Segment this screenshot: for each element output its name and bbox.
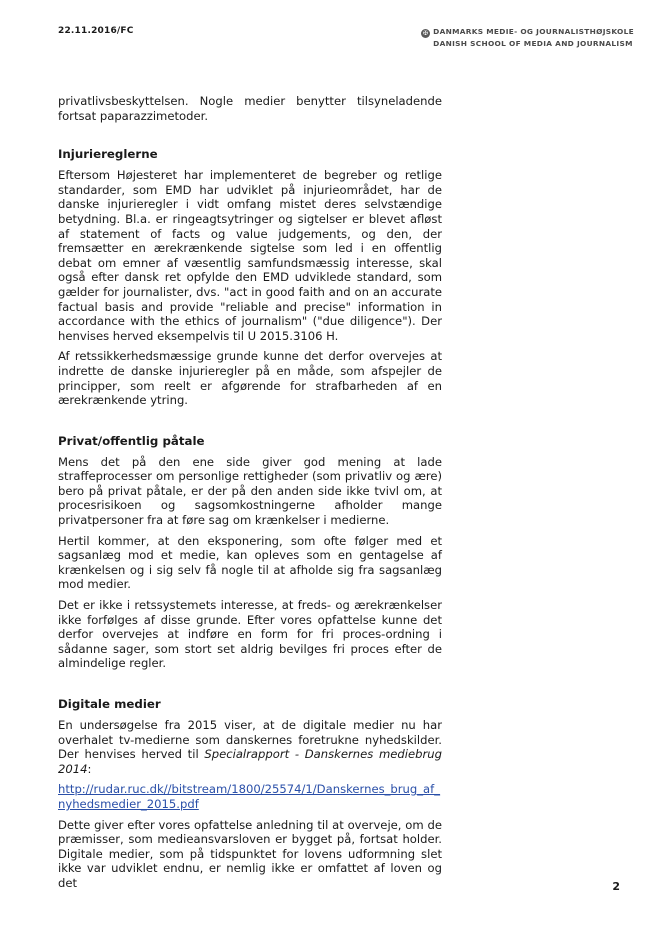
page-number: 2 bbox=[612, 880, 620, 893]
school-logo-icon: ✠ bbox=[422, 30, 429, 37]
report-link[interactable]: http://rudar.ruc.dk//bitstream/1800/25574/1/Danskernes_brug_af_nyhedsmedier_2015.pdf bbox=[58, 782, 441, 811]
brand-line-1 bbox=[421, 26, 634, 38]
section-heading-paatale: Privat/offentlig påtale bbox=[58, 433, 205, 448]
link-paragraph bbox=[58, 782, 442, 811]
section-heading-injurieregler: Injuriereglerne bbox=[58, 147, 158, 162]
section-heading-digitale-medier: Digitale medier bbox=[58, 697, 161, 711]
reference-suffix: : bbox=[87, 761, 92, 776]
paragraph: Dette giver efter vores opfattelse anledning til at overveje, om de præmisser, som medieansvarsloven er bygget på, fortsat holder. Digitale medier, som på tidspunktet for lovens udformning slet ikke var udviklet endnu, er nemlig ikke er omfattet af loven og det bbox=[58, 817, 442, 890]
brand-name-english: DANISH SCHOOL OF MEDIA AND JOURNALISM bbox=[433, 39, 633, 48]
school-brand bbox=[421, 26, 634, 50]
intro-paragraph: privatlivsbeskyttelsen. Nogle medier benytter tilsyneladende fortsat paparazzimetoder. bbox=[58, 94, 442, 123]
paragraph: Hertil kommer, at den eksponering, som ofte følger med et sagsanlæg mod et medie, kan opleves som en gentagelse af krænkelsen og i sig selv få nogle til at afholde sig fra sagsanlæg mod medier. bbox=[58, 533, 442, 592]
document-body bbox=[58, 94, 442, 897]
paragraph: Det er ikke i retssystemets interesse, at freds- og ærekrænkelser ikke forfølges af disse grunde. Efter vores opfattelse kunne det derfor overvejes at indføre en form for fri proces-ordning i sådanne sager, som stort set aldrig bevilges fri proces efter de almindelige regler. bbox=[58, 598, 442, 671]
paragraph: Eftersom Højesteret har implementeret de begreber og retlige standarder, som EMD har udviklet på injurieområdet, har de danske injurieregler i vidt omfang mistet deres selvstændige betydning. Bl.a. er ringeagtsytringer og sigtelser er blevet afløst af statement of facts og value judgements, og den, der fremsætter en ærekrænkende sigtelse som led i en offentlig debat om emner af væsentlig samfundsmæssig interesse, skal også efter dansk ret opfylde den EMD udviklede standard, som gælder for journalister, dvs. "act in good faith and on an accurate factual basis and provide "reliable and precise" information in accordance with the ethics of journalism" ("due diligence"). Der henvises herved eksempelvis til U 2015.3106 H. bbox=[58, 168, 442, 343]
paragraph: Af retssikkerhedsmæssige grunde kunne det derfor overvejes at indrette de danske injurieregler på en måde, som afspejler de principper, som reelt er afgørende for strafbarheden af en ærekrænkende ytring. bbox=[58, 349, 442, 408]
reference-text: En undersøgelse fra 2015 viser, at de digitale medier nu har overhalet tv-medierne som danskernes foretrukne nyhedskilder. Der henvises herved til bbox=[58, 718, 442, 762]
header-date: 22.11.2016/FC bbox=[58, 26, 134, 36]
paragraph-with-reference bbox=[58, 718, 442, 776]
paragraph: Mens det på den ene side giver god mening at lade straffeprocesser om personlige rettigheder (som privatliv og ære) bero på privat påtale, er der på den anden side ikke tvivl om, at procesrisikoen og sagsomkostningerne afholder mange privatpersoner fra at føre sag om krænkelser i medierne. bbox=[58, 454, 442, 528]
report-title: Specialrapport - Danskernes mediebrug 2014 bbox=[58, 747, 442, 776]
brand-name-danish: DANMARKS MEDIE- OG JOURNALISTHØJSKOLE bbox=[433, 27, 634, 36]
